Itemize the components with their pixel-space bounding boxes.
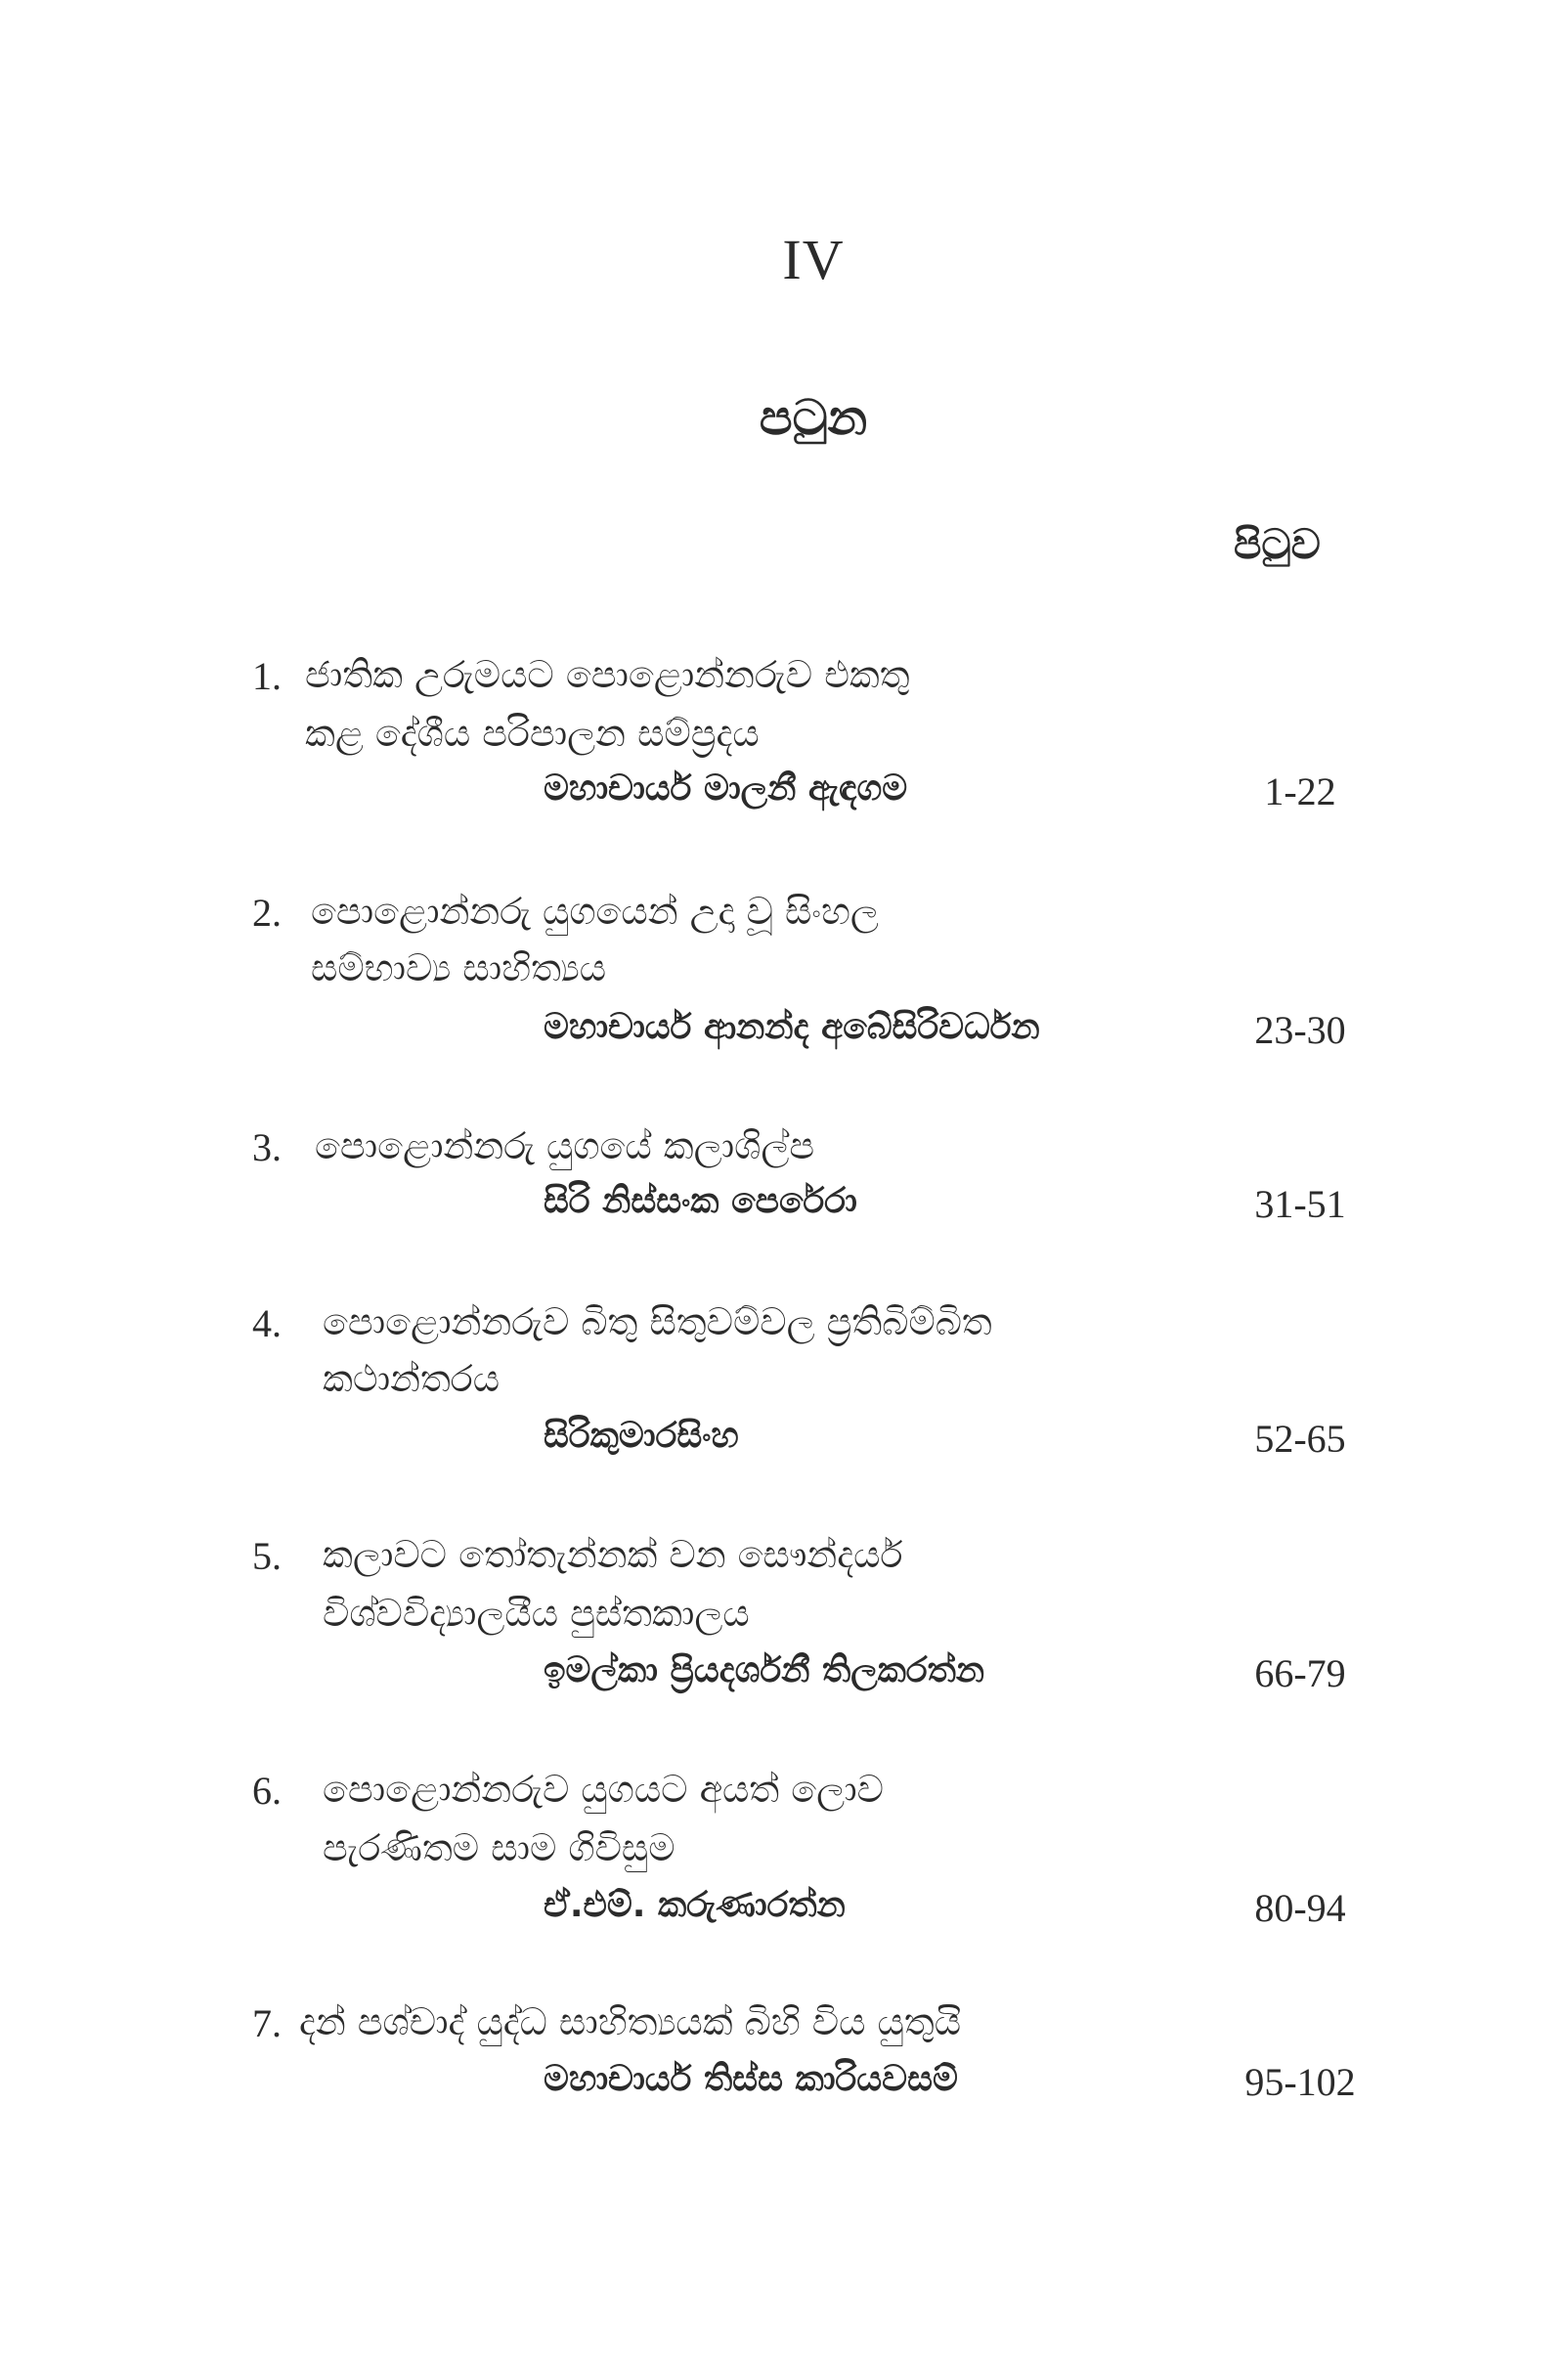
entry-title-line: සම්භාව්‍ය සාහිත්‍යය	[311, 946, 607, 989]
entry-title-line: පොළොන්නරුව බිතු සිතුවම්වල ප්‍රතිබිම්බිත	[323, 1300, 992, 1343]
entry-title-line: පැරණිතම සාම ගිවිසුම	[323, 1826, 675, 1869]
entry-author: මහාචාර්ය ආනන්ද අබේසිරිවර්ධන	[544, 1007, 1040, 1047]
entry-pages: 1-22	[1264, 769, 1336, 813]
entry-author: මහාචාර්ය මාලනී ඇඳගම	[544, 768, 908, 809]
entry-number: 5.	[252, 1534, 282, 1578]
entry-title-line: පොළොන්නරුව යුගයට අයත් ලොව	[323, 1768, 884, 1811]
entry-author: ඒ.එම්. කරුණාරත්න	[544, 1885, 846, 1925]
entry-title-line: විශ්වවිද්‍යාලයීය පුස්තකාලය	[323, 1592, 750, 1635]
entry-title-line: කළ දේශීය පරිපාලන සම්ප්‍රදය	[305, 712, 760, 755]
entry-title-line: කලාවට තෝතැන්නක් වන සෞන්දර්ය	[323, 1533, 903, 1576]
entry-pages: 23-30	[1254, 1008, 1346, 1052]
entry-title-line: දන් පශ්චාද් යුද්ධ සාහිත්‍යයක් බිහි විය යුතුයි	[299, 2000, 962, 2043]
entry-number: 3.	[252, 1125, 282, 1169]
entry-number: 1.	[252, 654, 282, 698]
entry-pages: 66-79	[1254, 1651, 1346, 1695]
entry-number: 7.	[252, 2001, 282, 2045]
entry-pages: 52-65	[1254, 1417, 1346, 1461]
roman-page-number: IV	[782, 228, 845, 291]
page-column-label: පිටුව	[1234, 520, 1321, 568]
entry-title-line: පොළොන්නරු යුගයෙන් උදා වූ සිංහල	[311, 890, 879, 933]
entry-title-line: පොළොන්නරු යුගයේ කලාශිල්ප	[315, 1124, 815, 1167]
entry-title-line: ජාතික උරුමයට පොළොන්නරුව එකතු	[305, 653, 910, 696]
entry-author: සිරි නිස්සංක පෙරේරා	[544, 1181, 857, 1221]
entry-number: 2.	[252, 891, 282, 935]
entry-author: ඉමල්කා ප්‍රියදර්ශනී තිලකරත්න	[544, 1650, 985, 1690]
entry-number: 6.	[252, 1769, 282, 1813]
entry-pages: 31-51	[1254, 1182, 1346, 1226]
page-title: පටුන	[759, 389, 868, 446]
entry-author: සිරිකුමාරසිංහ	[544, 1416, 739, 1456]
entry-pages: 95-102	[1244, 2060, 1356, 2104]
entry-author: මහාචාර්ය තිස්ස කාරියවසම්	[544, 2059, 958, 2099]
entry-pages: 80-94	[1254, 1886, 1346, 1930]
entry-title-line: කථාන්තරය	[323, 1357, 501, 1400]
entry-number: 4.	[252, 1301, 282, 1345]
